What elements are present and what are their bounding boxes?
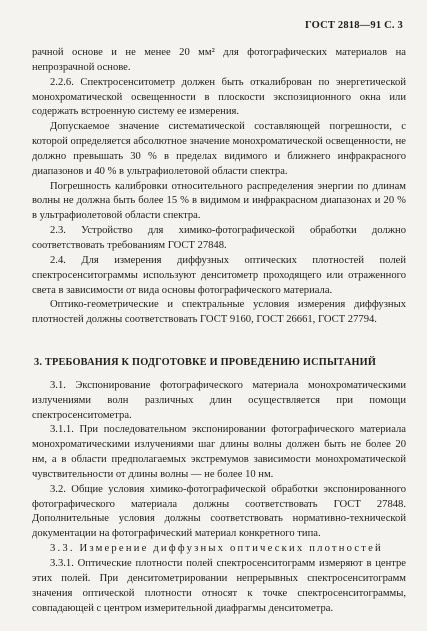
document-body [32, 46, 406, 616]
paragraph-3-1: 3.1. Экспонирование фотографического материала монохроматическими излучениями волн различных длин осуществляется при помощи спектросенситометра. [32, 379, 406, 421]
paragraph-calibration-error: Погрешность калибровки относительного распределения энергии по длинам волны не должна быть более 15 % в видимом и инфракрасном диапазонах и 20 % в ультрафиолетовой области спектра. [32, 180, 406, 222]
paragraph-2-2-6: 2.2.6. Спектросенситометр должен быть откалиброван по энергетической монохроматической освещенности в плоскости экспозиционного окна или содержать встроенную систему ее измерения. [32, 76, 406, 118]
paragraph-continuation: рачной основе и не менее 20 мм² для фотографических материалов на непрозрачной основе. [32, 47, 406, 73]
section-heading: 3. ТРЕБОВАНИЯ К ПОДГОТОВКЕ И ПРОВЕДЕНИЮ ИСПЫТАНИЙ [34, 357, 377, 369]
paragraph-3-3-1: 3.3.1. Оптические плотности полей спектросенситограмм измеряют в центре этих полей. При денситометрировании непрерывных спектросенситограмм значения оптической плотности относят к точке спектросенситограммы, совпадающей с центром измерительной диафрагмы денситометра. [32, 558, 406, 614]
paragraph-2-4: 2.4. Для измерения диффузных оптических плотностей полей спектросенситограммы используют денситометр проходящего или отраженного света в зависимости от вида основы фотографического материала. [32, 254, 406, 296]
running-header: ГОСТ 2818—91 С. 3 [304, 20, 403, 31]
paragraph-3-2: 3.2. Общие условия химико-фотографической обработки экспонированного фотографического материала должны соответствовать ГОСТ 27848. Дополнительные условия должны соответствовать нормативно-технической документации на фотографический материал конкретного типа. [32, 483, 406, 540]
paragraph-optical-conditions: Оптико-геометрические и спектральные условия измерения диффузных плотностей должны соответствовать ГОСТ 9160, ГОСТ 26661, ГОСТ 27794. [32, 299, 406, 326]
paragraph-3-1-1: 3.1.1. При последовательном экспонировании фотографического материала монохроматическими излучениями шаг длины волны должен быть не более 20 нм, а в области предполагаемых экстремумов зависимости монохроматической чувствительности от длины волны — не более 10 нм. [32, 424, 406, 480]
paragraph-tolerance: Допускаемое значение систематической составляющей погрешности, с которой определяется абсолютное значение монохроматической освещенности, не должно превышать 30 % в пределах видимого и ближнего инфракрасного диапазонов и 40 % в ультрафиолетовой области спектра. [32, 121, 406, 177]
paragraph-2-3: 2.3. Устройство для химико-фотографической обработки должно соответствовать требованиям ГОСТ 27848. [32, 225, 406, 251]
subsection-heading-3-3: 3.3. Измерение диффузных оптических плотностей [50, 543, 383, 555]
